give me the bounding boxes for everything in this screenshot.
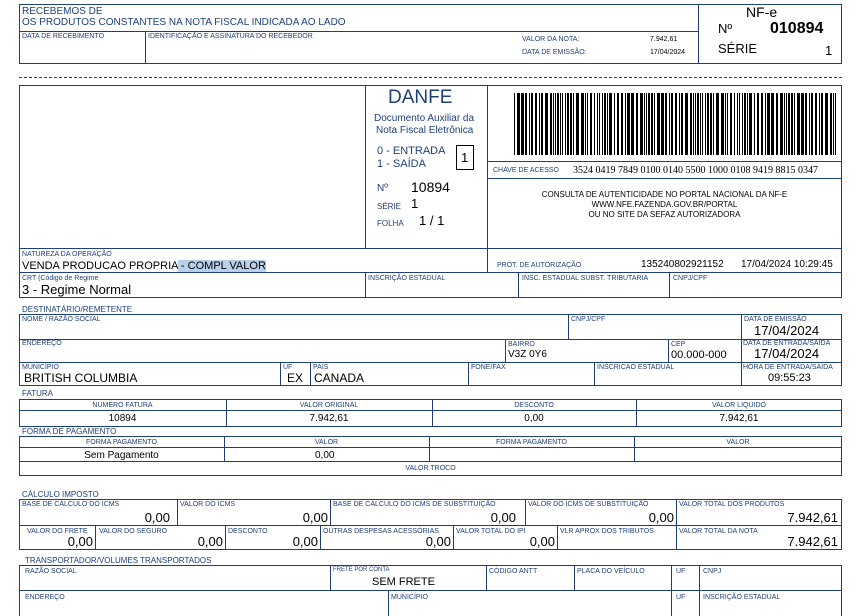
placa-label: PLACA DO VEÍCULO (577, 568, 645, 575)
canhoto-numero: 010894 (770, 20, 824, 37)
frete-label: VALOR DO FRETE (27, 528, 88, 535)
desconto-value: 0,00 (292, 534, 318, 549)
nfe-label: NF-e (746, 4, 778, 20)
consulta-line2: WWW.NFE.FAZENDA.GOV.BR/PORTAL (591, 200, 738, 209)
hora-label: HORA DE ENTRADA/SAÍDA (743, 364, 833, 371)
uf-label: UF (283, 364, 293, 371)
cep-label: CEP (671, 341, 686, 348)
total-nota-label: VALOR TOTAL DA NOTA (679, 528, 758, 535)
data-emissao: 17/04/2024 (650, 49, 686, 56)
barcode-image (514, 93, 836, 155)
fatura-original: 7.942,61 (309, 413, 349, 424)
chave-acesso: 3524 0419 7849 0100 0140 5500 1000 0108 9419 8815 0347 (573, 165, 818, 176)
danfe-subtitle1: Documento Auxiliar da (374, 113, 475, 124)
danfe-entrada: 0 - ENTRADA (377, 145, 446, 157)
canhoto-numero-prefix: Nº (718, 21, 733, 36)
ie-st-label: INSC. ESTADUAL SUBST. TRIBUTARIA (522, 275, 649, 282)
base-icms-st-label: BASE DE CÁLCULO DO ICMS DE SUBSTITUIÇÃO (333, 501, 496, 508)
op-cnpj-label: CNPJ/CPF (673, 275, 708, 282)
total-produtos-value: 7.942,61 (787, 510, 838, 525)
municipio-value: BRITISH COLUMBIA (24, 371, 138, 385)
prot-label: PROT. DE AUTORIZAÇÃO (497, 262, 582, 269)
danfe-numero-prefix: Nº (377, 183, 388, 194)
natureza-value: VENDA PRODUCAO PROPRIA - COMPL VALOR (22, 260, 266, 272)
fone-label: FONE/FAX (471, 364, 506, 371)
data-entrada: 17/04/2024 (754, 346, 820, 361)
canhoto-serie-label: SÉRIE (718, 41, 758, 56)
bairro-value: V3Z 0Y6 (508, 349, 547, 360)
valor-icms-label: VALOR DO ICMS (180, 501, 236, 508)
data-recebimento-label: DATA DE RECEBIMENTO (22, 33, 105, 40)
canhoto-recebemos: RECEBEMOS DE (22, 6, 103, 17)
danfe-title: DANFE (388, 87, 453, 108)
identificacao-label: IDENTIFICAÇÃO E ASSINATURA DO RECEBEDOR (148, 33, 313, 40)
seguro-label: VALOR DO SEGURO (99, 528, 167, 535)
pag-header-valor2: VALOR (726, 439, 750, 446)
pag-valor: 0,00 (315, 450, 335, 461)
frete-value: 0,00 (67, 534, 93, 549)
endereco-label: ENDEREÇO (22, 340, 62, 347)
fatura-header-desconto: DESCONTO (514, 402, 554, 409)
municipio-label: MUNICÍPIO (22, 364, 59, 371)
transp-uf2-label: UF (676, 594, 686, 601)
transporte-section: TRANSPORTADOR/VOLUMES TRANSPORTADOS (25, 556, 212, 565)
consulta-line1: CONSULTA DE AUTENTICIDADE NO PORTAL NACIONAL DA NF-E (541, 190, 788, 199)
imposto-section: CÁLCULO IMPOSTO (22, 490, 99, 499)
nome-label: NOME / RAZÃO SOCIAL (22, 316, 101, 323)
tributos-label: VLR APROX DOS TRIBUTOS (560, 528, 654, 535)
transp-cnpj-label: CNPJ (703, 568, 722, 575)
base-icms-label: BASE DE CÁLCULO DO ICMS (22, 501, 120, 508)
fatura-liquido: 7.942,61 (719, 413, 759, 424)
outras-value: 0,00 (425, 534, 451, 549)
crt-value: 3 - Regime Normal (22, 282, 132, 297)
pais-value: CANADA (314, 371, 365, 385)
fatura-section: FATURA (22, 389, 53, 398)
uf-value: EX (287, 371, 304, 385)
pais-label: PAIS (313, 364, 329, 371)
danfe-serie-label: SÉRIE (377, 202, 402, 211)
cep-value: 00.000-000 (671, 349, 727, 361)
danfe-serie: 1 (411, 196, 419, 211)
antt-label: CÓDIGO ANTT (489, 568, 538, 575)
destinatario-section: DESTINATÁRIO/REMETENTE (22, 305, 133, 314)
danfe-saida: 1 - SAÍDA (377, 158, 426, 170)
danfe-subtitle2: Nota Fiscal Eletrônica (376, 125, 474, 136)
crt-label: CRT (Código de Regime (22, 275, 99, 282)
dest-data-emissao-label: DATA DE EMISSÃO (744, 316, 807, 323)
transp-endereco-label: ENDEREÇO (25, 594, 65, 601)
valor-nota: 7.942,61 (650, 36, 678, 43)
frete-conta-value: SEM FRETE (372, 576, 435, 588)
transp-municipio-label: MUNICÍPIO (391, 594, 428, 601)
total-nota-value: 7.942,61 (787, 534, 838, 549)
fatura-header-original: VALOR ORIGINAL (299, 402, 359, 409)
dest-cnpj-label: CNPJ/CPF (571, 316, 606, 323)
dest-data-emissao: 17/04/2024 (754, 323, 820, 338)
natureza-label: NATUREZA DA OPERAÇÃO (22, 251, 112, 258)
consulta-line3: OU NO SITE DA SEFAZ AUTORIZADORA (588, 210, 741, 219)
cut-line (19, 77, 842, 78)
prot-value: 135240802921152 (641, 259, 724, 270)
ie-label: INSCRIÇÃO ESTADUAL (368, 275, 446, 282)
razao-label: RAZÃO SOCIAL (25, 568, 77, 575)
frete-conta-label: FRETE POR CONTA (333, 567, 390, 573)
pagamento-section: FORMA DE PAGAMENTO (22, 427, 117, 436)
danfe-tipo: 1 (461, 150, 469, 165)
base-icms-st-value: 0,00 (490, 510, 516, 525)
bairro-label: BAIRRO (508, 341, 535, 348)
ipi-label: VALOR TOTAL DO IPI (456, 528, 526, 535)
emitente-box (19, 85, 366, 249)
valor-nota-label: VALOR DA NOTA: (522, 36, 580, 43)
pag-header-valor1: VALOR (314, 439, 339, 446)
danfe-folha-label: FOLHA (377, 219, 404, 228)
valor-icms-st-value: 0,00 (648, 510, 674, 525)
fatura-desconto: 0,00 (524, 413, 544, 424)
seguro-value: 0,00 (197, 534, 223, 549)
transp-ie-label: INSCRIÇÃO ESTADUAL (703, 594, 781, 601)
total-produtos-label: VALOR TOTAL DOS PRODUTOS (679, 501, 785, 508)
fatura-header-numero: NUMERO FATURA (92, 402, 153, 409)
ipi-value: 0,00 (529, 534, 555, 549)
pag-header-forma2: FORMA PAGAMENTO (496, 439, 567, 446)
data-emissao-label: DATA DE EMISSÃO: (522, 49, 587, 56)
danfe-folha: 1 / 1 (419, 213, 445, 228)
transp-uf-label: UF (676, 568, 686, 575)
valor-troco-label: VALOR TROCO (405, 465, 456, 472)
danfe-numero: 10894 (411, 179, 450, 195)
pag-header-forma1: FORMA PAGAMENTO (86, 439, 157, 446)
hora-value: 09:55:23 (768, 372, 811, 384)
canhoto-produtos: OS PRODUTOS CONSTANTES NA NOTA FISCAL INDICADA AO LADO (22, 17, 346, 28)
chave-label: CHAVE DE ACESSO (493, 167, 560, 174)
canhoto-serie: 1 (825, 43, 833, 58)
fatura-numero: 10894 (108, 413, 137, 424)
desconto-label: DESCONTO (228, 528, 268, 535)
outras-label: OUTRAS DESPESAS ACESSÓRIAS (323, 528, 439, 535)
pag-forma: Sem Pagamento (84, 450, 159, 461)
valor-icms-st-label: VALOR DO ICMS DE SUBSTITUIÇÃO (528, 501, 649, 508)
fatura-header-liquido: VALOR LIQUIDO (712, 402, 766, 409)
base-icms-value: 0,00 (144, 510, 170, 525)
inscricao-label: INSCRICAO ESTADUAL (597, 364, 675, 371)
valor-icms-value: 0,00 (302, 510, 328, 525)
prot-data: 17/04/2024 10:29:45 (741, 259, 833, 270)
data-entrada-label: DATA DE ENTRADA/SAÍDA (743, 340, 831, 347)
